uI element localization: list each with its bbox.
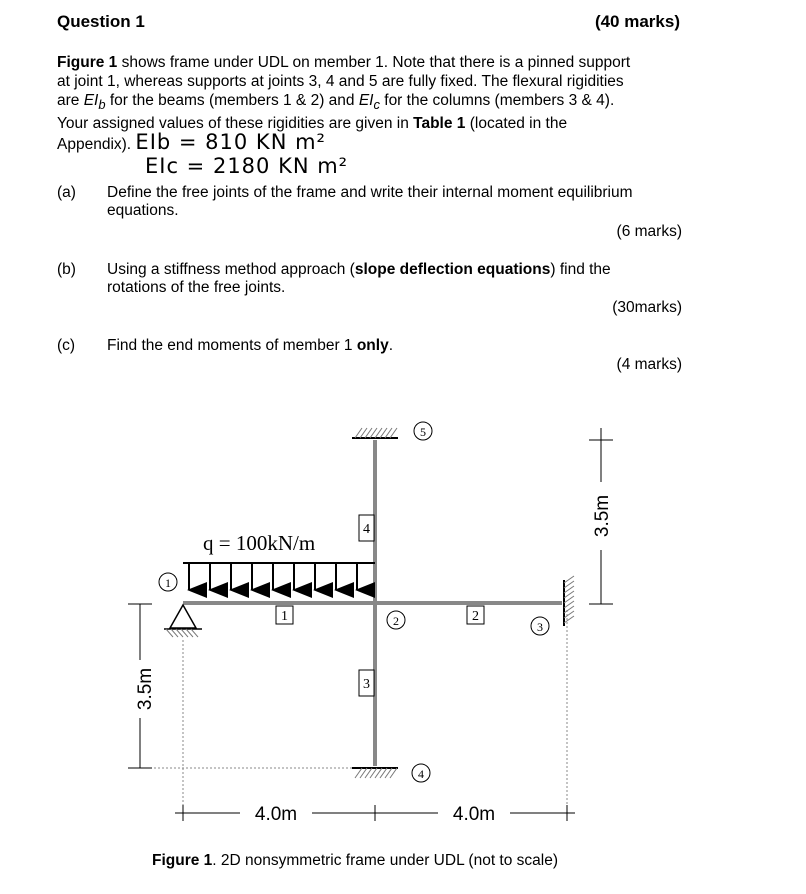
joint-label-4: 4: [418, 767, 424, 781]
dim-width-left: 4.0m: [254, 804, 298, 825]
pinned-support-1: [164, 605, 202, 637]
intro-line-1: Figure 1 shows frame under UDL on member 1. Note that there is a pinned support: [57, 54, 631, 71]
joint-label-3: 3: [537, 620, 543, 634]
member-label-3: 3: [363, 677, 370, 692]
question-title: Question 1: [57, 12, 145, 31]
member-label-2: 2: [472, 609, 479, 624]
intro-line-3: are $EI_b$ for the beams (members 1 & 2) and $EI_c$ for the columns (members 3 & 4).: [57, 92, 615, 113]
part-a-marks: (6 marks): [616, 223, 682, 240]
handwritten-eib: EIb = 810 KN m²: [135, 130, 326, 155]
intro-line-5: Appendix). EIb = 810 KN m²: [57, 130, 326, 155]
guide-lines: [150, 610, 567, 820]
udl-load: [183, 563, 375, 590]
joint-label-1: 1: [165, 576, 171, 590]
load-label: q = 100kN/m: [203, 531, 316, 555]
joint-label-5: 5: [420, 425, 426, 439]
question-marks: (40 marks): [594, 12, 680, 31]
joint-label-2: 2: [393, 614, 399, 628]
dim-height-right: 3.5m: [592, 494, 613, 538]
fixed-support-3: [564, 576, 574, 626]
part-c-text: Find the end moments of member 1 only.: [107, 337, 394, 354]
figure-caption: Figure 1. 2D nonsymmetric frame under UDL (not to scale): [152, 852, 559, 869]
part-b-text: Using a stiffness method approach (slope deflection equations) find the rotations of the free joints.: [107, 261, 611, 296]
dim-height-left: 3.5m: [135, 667, 156, 711]
member-label-1: 1: [281, 609, 288, 624]
part-a-label: (a): [57, 184, 76, 201]
intro-line-2: at joint 1, whereas supports at joints 3, 4 and 5 are fully fixed. The flexural rigidities: [57, 73, 624, 90]
member-label-4: 4: [363, 522, 370, 537]
part-b-label: (b): [57, 261, 76, 278]
intro-line-4: Your assigned values of these rigidities are given in Table 1 (located in the: [57, 115, 568, 133]
fixed-support-5: [352, 428, 398, 438]
handwritten-eic: EIc = 2180 KN m²: [145, 154, 349, 178]
part-c-marks: (4 marks): [616, 356, 682, 373]
dim-width-right: 4.0m: [452, 804, 496, 825]
part-c-label: (c): [57, 337, 76, 354]
fixed-support-4: [352, 768, 398, 778]
part-b-marks: (30marks): [612, 299, 682, 316]
part-a-text: Define the free joints of the frame and write their internal moment equilibrium equations.: [107, 184, 633, 219]
